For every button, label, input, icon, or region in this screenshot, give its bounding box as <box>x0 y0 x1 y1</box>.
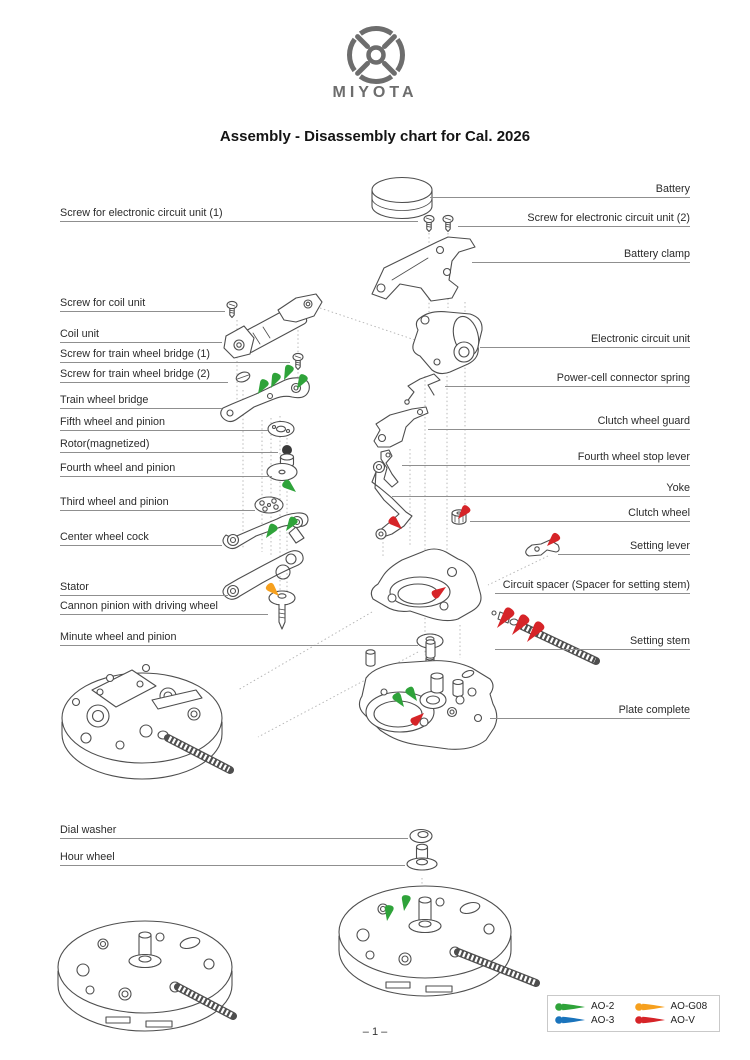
legend-item-aog08 <box>634 1001 714 1013</box>
dial-washer-part <box>410 830 432 843</box>
movement-module-bottom-left <box>58 921 233 1031</box>
label-screw-twb-2: Screw for train wheel bridge (2) <box>60 368 228 383</box>
label-clutch-wheel-guard: Clutch wheel guard <box>428 415 690 430</box>
movement-module-bottom-right <box>339 886 536 996</box>
label-train-wheel-bridge: Train wheel bridge <box>60 394 222 409</box>
legend-label-ao3: AO-3 <box>591 1014 615 1026</box>
label-rotor: Rotor(magnetized) <box>60 438 278 453</box>
label-plate-complete: Plate complete <box>490 704 690 719</box>
label-setting-stem: Setting stem <box>495 635 690 650</box>
cannon-pinion-part <box>269 591 295 629</box>
label-dial-washer: Dial washer <box>60 824 408 839</box>
stator-part <box>223 551 303 600</box>
label-screw-twb-1: Screw for train wheel bridge (1) <box>60 348 290 363</box>
page-number: – 1 – <box>362 1026 388 1038</box>
screw-ecu-1-part <box>424 215 434 231</box>
legend-label-aog08: AO-G08 <box>670 1001 708 1013</box>
label-fifth-wheel: Fifth wheel and pinion <box>60 416 268 431</box>
label-screw-ecu-2: Screw for electronic circuit unit (2) <box>458 212 690 227</box>
label-circuit-spacer: Circuit spacer (Spacer for setting stem) <box>495 579 690 594</box>
legend-item-ao3 <box>554 1014 634 1026</box>
label-battery-clamp: Battery clamp <box>472 248 690 263</box>
oil-arrow-aov <box>493 606 516 631</box>
brand-wordmark: MIYOTA <box>332 84 418 101</box>
screw-twb-1-part <box>293 353 303 369</box>
label-center-wheel-cock: Center wheel cock <box>60 531 222 546</box>
plate-complete-part <box>359 640 496 750</box>
label-yoke: Yoke <box>392 482 690 497</box>
label-electronic-circuit-unit: Electronic circuit unit <box>480 333 690 348</box>
label-minute-wheel: Minute wheel and pinion <box>60 631 418 646</box>
oil-marker-ao2-icon <box>554 1001 588 1013</box>
label-hour-wheel: Hour wheel <box>60 851 405 866</box>
third-wheel-part <box>255 497 283 513</box>
legend-item-aov <box>634 1014 714 1026</box>
oil-marker-ao3-icon <box>554 1014 588 1026</box>
label-screw-coil-unit: Screw for coil unit <box>60 297 225 312</box>
legend-item-ao2 <box>554 1001 634 1013</box>
clutch-wheel-guard-part <box>374 407 428 447</box>
label-setting-lever: Setting lever <box>558 540 690 555</box>
label-cannon-pinion: Cannon pinion with driving wheel <box>60 600 268 615</box>
oil-marker-aov-icon <box>634 1014 668 1026</box>
label-screw-ecu-1: Screw for electronic circuit unit (1) <box>60 207 418 222</box>
legend-label-ao2: AO-2 <box>591 1001 615 1013</box>
screw-ecu-2-part <box>443 215 453 231</box>
label-battery: Battery <box>430 183 690 198</box>
label-third-wheel: Third wheel and pinion <box>60 496 255 511</box>
battery-clamp-part <box>372 237 475 301</box>
label-stator: Stator <box>60 581 228 596</box>
label-coil-unit: Coil unit <box>60 328 222 343</box>
page-title: Assembly - Disassembly chart for Cal. 2026 <box>219 128 531 145</box>
hour-wheel-part <box>407 844 437 870</box>
oil-marker-aog08-icon <box>634 1001 668 1013</box>
screw-coil-unit-part <box>227 301 237 317</box>
movement-module-upper-left <box>62 665 230 780</box>
label-fourth-wheel: Fourth wheel and pinion <box>60 462 272 477</box>
legend-label-aov: AO-V <box>670 1014 695 1026</box>
fifth-wheel-part <box>268 422 294 437</box>
label-clutch-wheel: Clutch wheel <box>470 507 690 522</box>
label-fourth-wheel-stop-lever: Fourth wheel stop lever <box>402 451 690 466</box>
label-power-cell-connector-spring: Power-cell connector spring <box>445 372 690 387</box>
circuit-spacer-part <box>371 549 481 621</box>
electronic-circuit-unit-part <box>413 312 483 374</box>
power-cell-connector-spring-part <box>405 374 440 404</box>
